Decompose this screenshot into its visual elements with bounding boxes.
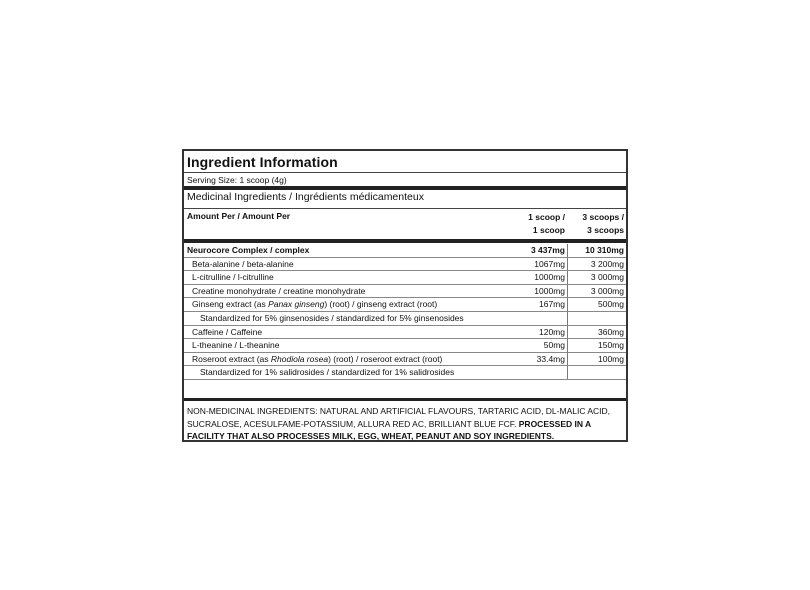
- amount-1-scoop: 3 437mg: [530, 245, 565, 255]
- divider: [184, 208, 626, 209]
- non-medicinal-text: NON-MEDICINAL INGREDIENTS: NATURAL AND ARTIFICIAL FLAVOURS, TARTARIC ACID, DL-MALIC ACID, SUCRALOSE, ACESULFAME-POTASSIUM, ALLURA RED AC, BRILLIANT BLUE FCF.: [187, 406, 611, 429]
- amount-1-scoop: 120mg: [539, 326, 565, 337]
- ingredient-label: [187, 258, 294, 271]
- amount-1-scoop: 1067mg: [534, 258, 565, 269]
- table-row: [184, 339, 626, 352]
- table-row: [184, 312, 626, 325]
- ingredient-label: [187, 271, 274, 284]
- facility-warning: PROCESSED IN A FACILITY THAT ALSO PROCESSES MILK, EGG, WHEAT, PEANUT AND SOY INGREDIENTS.: [187, 418, 591, 441]
- thick-divider: [184, 239, 626, 243]
- ingredient-panel: [182, 149, 628, 442]
- col1-header-line1: 1 scoop /: [528, 212, 565, 222]
- col1-header: [528, 211, 565, 237]
- table-row: [184, 326, 626, 339]
- thick-divider: [184, 186, 626, 190]
- ingredient-label-text: Standardized for 5% ginsenosides / standardized for 5% ginsenosides: [200, 313, 464, 323]
- column-divider: [567, 258, 568, 271]
- amount-1-scoop: 167mg: [539, 299, 565, 310]
- table-row: [184, 353, 626, 366]
- panel-title: Ingredient Information: [187, 154, 338, 170]
- ingredient-label-text: Neurocore Complex / complex: [187, 245, 310, 255]
- column-divider: [567, 312, 568, 325]
- amount-3-scoops: 3 200mg: [590, 258, 624, 269]
- column-divider: [567, 298, 568, 311]
- ingredient-label: [187, 285, 365, 298]
- amount-3-scoops: 150mg: [598, 340, 624, 351]
- ingredient-label: [187, 312, 464, 325]
- ingredient-label-text: Caffeine / Caffeine: [192, 326, 263, 337]
- column-divider: [567, 271, 568, 284]
- amount-1-scoop: 1000mg: [534, 272, 565, 283]
- ingredient-label: [187, 298, 437, 311]
- non-medicinal-ingredients: [187, 405, 623, 443]
- amount-1-scoop: 50mg: [543, 340, 565, 351]
- ingredient-label: [187, 353, 442, 366]
- table-row: [184, 366, 626, 379]
- ingredient-label-text: Ginseng extract (as: [192, 299, 269, 310]
- ingredient-label: [187, 326, 262, 339]
- col2-header-line1: 3 scoops /: [582, 212, 624, 222]
- table-row: [184, 298, 626, 311]
- amount-3-scoops: 360mg: [598, 326, 624, 337]
- amount-3-scoops: 500mg: [598, 299, 624, 310]
- ingredient-label: [187, 366, 454, 379]
- amount-1-scoop: 1000mg: [534, 285, 565, 296]
- ingredient-label-text: Roseroot extract (as: [192, 353, 271, 364]
- column-divider: [567, 285, 568, 298]
- ingredient-label-text: Beta-alanine / beta-alanine: [192, 258, 294, 269]
- thick-divider: [184, 398, 626, 401]
- ingredient-label-text: ) (root) / roseroot extract (root): [328, 353, 443, 364]
- section-heading: Medicinal Ingredients / Ingrédients médicamenteux: [187, 191, 424, 203]
- amount-3-scoops: 3 000mg: [590, 285, 624, 296]
- amount-3-scoops: 10 310mg: [585, 245, 624, 255]
- column-divider: [567, 339, 568, 352]
- ingredient-label-text: Standardized for 1% salidrosides / standardized for 1% salidrosides: [200, 367, 455, 378]
- col2-header: [582, 211, 624, 237]
- table-row: [184, 258, 626, 271]
- ingredient-label-text: ) (root) / ginseng extract (root): [324, 299, 438, 310]
- col1-header-line2: 1 scoop: [532, 225, 565, 235]
- amount-3-scoops: 100mg: [598, 353, 624, 364]
- col2-header-line2: 3 scoops: [587, 225, 624, 235]
- ingredient-label-text: L-citrulline / l-citrulline: [192, 272, 274, 283]
- ingredient-latin-name: Panax ginseng: [268, 299, 325, 310]
- amount-3-scoops: 3 000mg: [590, 272, 624, 283]
- ingredient-label-text: L-theanine / L-theanine: [192, 340, 280, 351]
- ingredient-label: [187, 244, 309, 257]
- column-divider: [567, 353, 568, 366]
- amount-header: Amount Per / Amount Per: [187, 211, 291, 221]
- table-row: [184, 271, 626, 284]
- table-row: [184, 285, 626, 298]
- ingredient-label: [187, 339, 279, 352]
- column-divider: [567, 244, 568, 257]
- table-row: [184, 244, 626, 257]
- serving-size: Serving Size: 1 scoop (4g): [187, 175, 287, 185]
- amount-1-scoop: 33.4mg: [536, 353, 565, 364]
- row-divider: [184, 379, 626, 380]
- column-divider: [567, 366, 568, 379]
- divider: [184, 172, 626, 173]
- column-divider: [567, 326, 568, 339]
- ingredient-label-text: Creatine monohydrate / creatine monohydrate: [192, 285, 366, 296]
- ingredient-latin-name: Rhodiola rosea: [270, 353, 329, 364]
